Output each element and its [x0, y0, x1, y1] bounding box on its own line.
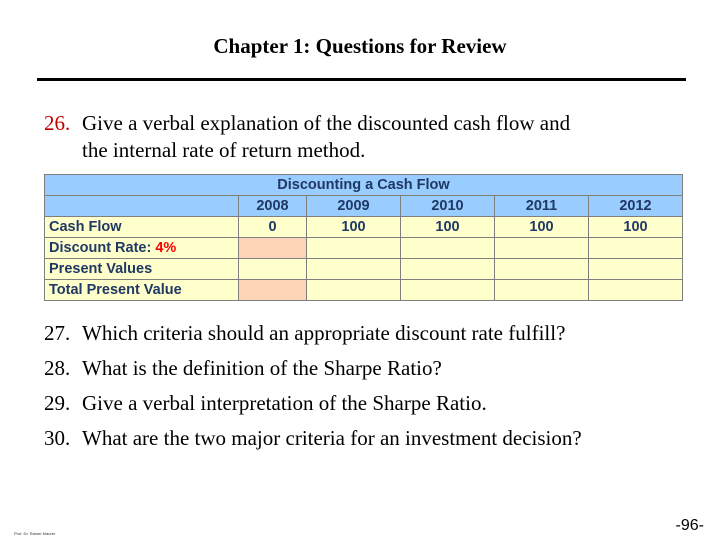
question-text: What are the two major criteria for an investment decision? — [82, 426, 582, 450]
year-cell: 2012 — [589, 196, 683, 217]
question-number: 29. — [44, 391, 71, 415]
empty-cell — [589, 238, 683, 259]
empty-cell — [589, 280, 683, 301]
table-row — [45, 280, 683, 301]
table-row — [45, 238, 683, 259]
question-number: 26. — [44, 111, 71, 135]
slide-title: Chapter 1: Questions for Review — [213, 34, 507, 58]
table-title-row — [45, 175, 683, 196]
question-number: 27. — [44, 321, 71, 345]
question-number: 28. — [44, 356, 71, 380]
discount-rate-label: Discount Rate: — [49, 240, 156, 256]
title-divider — [37, 78, 686, 81]
empty-cell — [307, 259, 401, 280]
question-text-line2: the internal rate of return method. — [82, 138, 366, 162]
question-number: 30. — [44, 426, 71, 450]
table-corner-cell — [45, 196, 239, 217]
question-29 — [44, 390, 487, 417]
discounting-table — [44, 174, 683, 301]
cash-flow-cell: 100 — [589, 217, 683, 238]
table-row — [45, 259, 683, 280]
empty-cell — [239, 280, 307, 301]
empty-cell — [401, 280, 495, 301]
discount-rate-value: 4% — [155, 240, 177, 256]
empty-cell — [495, 238, 589, 259]
empty-cell — [239, 238, 307, 259]
page-number: -96- — [675, 517, 704, 534]
question-28 — [44, 355, 442, 382]
question-30 — [44, 425, 582, 452]
cash-flow-cell: 100 — [307, 217, 401, 238]
row-label: Total Present Value — [45, 280, 239, 301]
empty-cell — [589, 259, 683, 280]
year-cell: 2009 — [307, 196, 401, 217]
cash-flow-cell: 0 — [239, 217, 307, 238]
table-year-row — [45, 196, 683, 217]
empty-cell — [307, 280, 401, 301]
question-text: Give a verbal interpretation of the Sharpe Ratio. — [82, 391, 487, 415]
empty-cell — [401, 238, 495, 259]
year-cell: 2008 — [239, 196, 307, 217]
row-label: Present Values — [45, 259, 239, 280]
empty-cell — [307, 238, 401, 259]
year-cell: 2010 — [401, 196, 495, 217]
empty-cell — [495, 259, 589, 280]
question-26 — [44, 110, 570, 164]
cash-flow-cell: 100 — [401, 217, 495, 238]
empty-cell — [239, 259, 307, 280]
question-text-line1: Give a verbal explanation of the discounted cash flow and — [82, 111, 571, 135]
table-row — [45, 217, 683, 238]
question-27 — [44, 320, 565, 347]
table-title: Discounting a Cash Flow — [45, 175, 683, 196]
row-label: Cash Flow — [45, 217, 239, 238]
row-label — [45, 238, 239, 259]
footer-author: Prof. Dr. Rainer Maurer — [14, 531, 56, 536]
year-cell: 2011 — [495, 196, 589, 217]
empty-cell — [495, 280, 589, 301]
question-text: What is the definition of the Sharpe Ratio? — [82, 356, 442, 380]
cash-flow-cell: 100 — [495, 217, 589, 238]
question-text: Which criteria should an appropriate discount rate fulfill? — [82, 321, 566, 345]
empty-cell — [401, 259, 495, 280]
